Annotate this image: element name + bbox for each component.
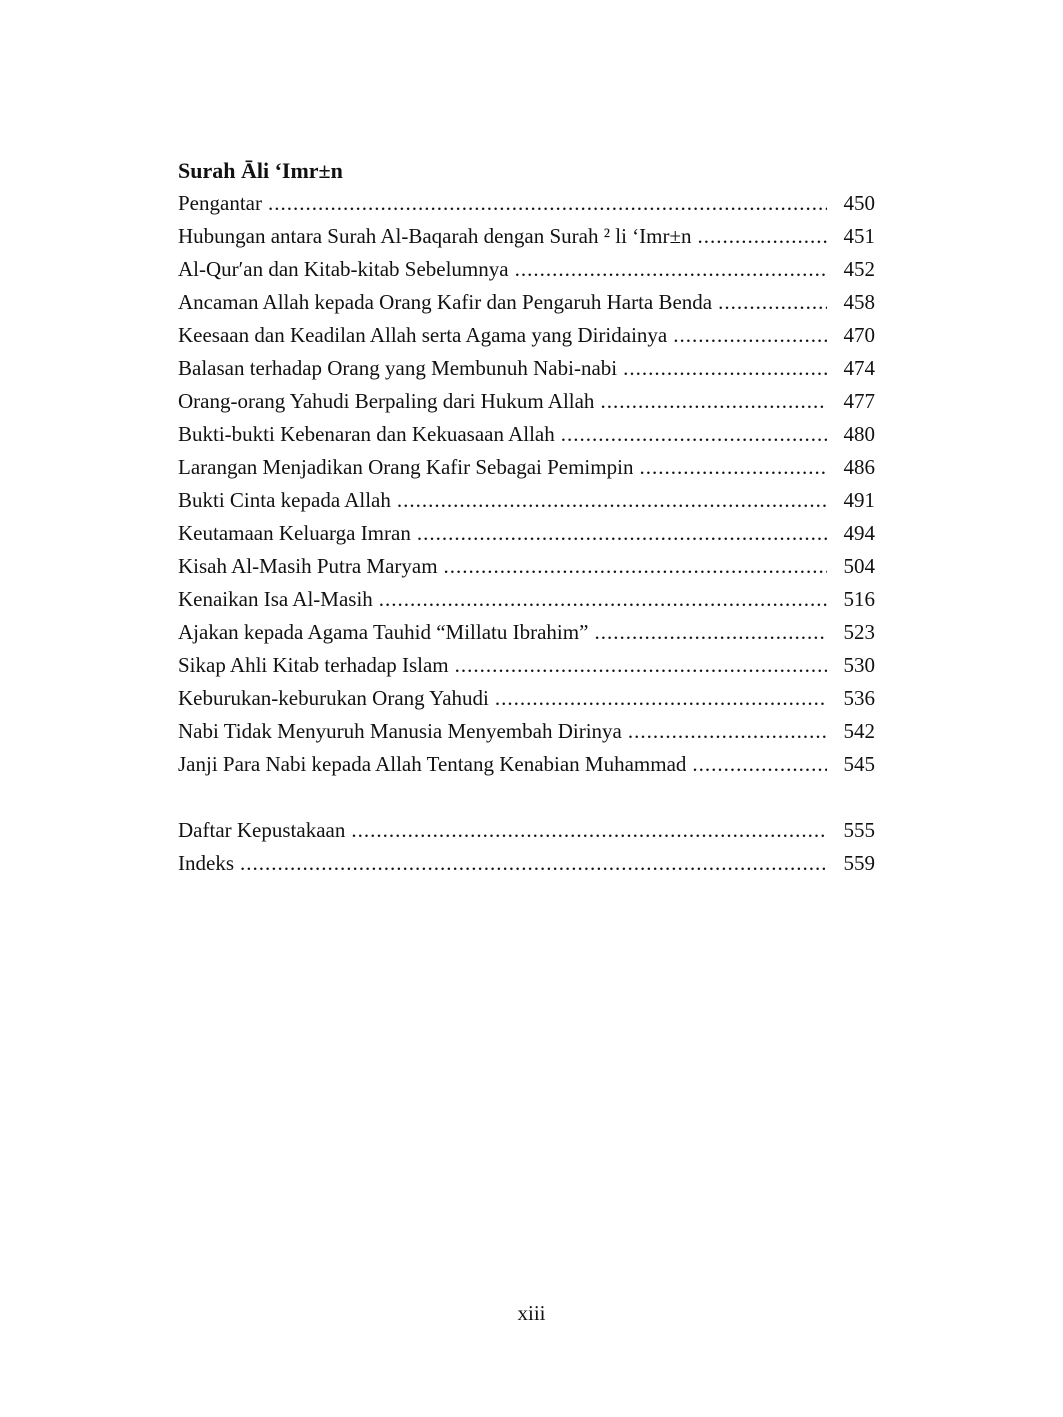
table-of-contents xyxy=(178,154,875,880)
toc-entry xyxy=(178,319,875,352)
toc-entry-title: Janji Para Nabi kepada Allah Tentang Kenabian Muhammad xyxy=(178,752,687,776)
toc-entry xyxy=(178,385,875,418)
toc-entry-title: Ancaman Allah kepada Orang Kafir dan Pengaruh Harta Benda xyxy=(178,290,713,314)
dot-leader xyxy=(351,814,827,847)
dot-leader xyxy=(455,649,827,682)
dot-leader xyxy=(698,220,827,253)
toc-entry xyxy=(178,484,875,517)
toc-entry xyxy=(178,253,875,286)
dot-leader xyxy=(692,748,827,781)
toc-entry-page: 530 xyxy=(843,653,875,677)
toc-entry-page: 458 xyxy=(843,290,875,314)
dot-leader xyxy=(268,187,827,220)
toc-entry-title: Kenaikan Isa Al-Masih xyxy=(178,587,373,611)
dot-leader xyxy=(240,847,827,880)
toc-entry-title: Bukti-bukti Kebenaran dan Kekuasaan Allah xyxy=(178,422,555,446)
toc-entry xyxy=(178,286,875,319)
dot-leader xyxy=(495,682,827,715)
toc-entry-title: Sikap Ahli Kitab terhadap Islam xyxy=(178,653,449,677)
toc-entry-title: Balasan terhadap Orang yang Membunuh Nabi-nabi xyxy=(178,356,618,380)
toc-entry-page: 523 xyxy=(843,620,875,644)
toc-entry-title: Larangan Menjadikan Orang Kafir Sebagai Pemimpin xyxy=(178,455,634,479)
dot-leader xyxy=(397,484,827,517)
dot-leader xyxy=(515,253,827,286)
section-spacer xyxy=(178,781,875,814)
toc-entry-page: 545 xyxy=(843,752,875,776)
toc-entry-title: Kisah Al-Masih Putra Maryam xyxy=(178,554,438,578)
toc-entry-title: Hubungan antara Surah Al-Baqarah dengan Surah ² li ‘Imr±n xyxy=(178,224,692,248)
toc-entry xyxy=(178,187,875,220)
toc-entry xyxy=(178,220,875,253)
toc-entry xyxy=(178,550,875,583)
toc-entry xyxy=(178,418,875,451)
toc-entry xyxy=(178,847,875,880)
toc-entry xyxy=(178,517,875,550)
toc-entry xyxy=(178,583,875,616)
toc-entry-page: 486 xyxy=(843,455,875,479)
toc-entry-title: Orang-orang Yahudi Berpaling dari Hukum Allah xyxy=(178,389,595,413)
toc-entry-page: 494 xyxy=(843,521,875,545)
toc-entry-page: 480 xyxy=(843,422,875,446)
toc-entry xyxy=(178,715,875,748)
toc-entry xyxy=(178,616,875,649)
dot-leader xyxy=(561,418,827,451)
toc-entry-title: Keutamaan Keluarga Imran xyxy=(178,521,411,545)
toc-entry-title: Bukti Cinta kepada Allah xyxy=(178,488,391,512)
toc-entry-page: 491 xyxy=(843,488,875,512)
toc-entry-title: Keesaan dan Keadilan Allah serta Agama yang Diridainya xyxy=(178,323,668,347)
toc-entry xyxy=(178,748,875,781)
toc-entry xyxy=(178,814,875,847)
dot-leader xyxy=(600,385,827,418)
toc-entries xyxy=(178,187,875,781)
toc-entry-page: 470 xyxy=(843,323,875,347)
toc-entry xyxy=(178,649,875,682)
toc-entry-page: 504 xyxy=(843,554,875,578)
toc-entry-page: 542 xyxy=(843,719,875,743)
dot-leader xyxy=(623,352,827,385)
toc-entry xyxy=(178,682,875,715)
toc-entry-title: Pengantar xyxy=(178,191,262,215)
toc-entry-page: 555 xyxy=(843,818,875,842)
toc-entry xyxy=(178,352,875,385)
toc-entry-page: 477 xyxy=(843,389,875,413)
toc-entry-title: Al-Qur′an dan Kitab-kitab Sebelumnya xyxy=(178,257,509,281)
toc-entry-page: 450 xyxy=(843,191,875,215)
back-matter-entries xyxy=(178,814,875,880)
dot-leader xyxy=(594,616,827,649)
section-title: Surah Āli ‘Imr±n xyxy=(178,158,343,183)
toc-entry-title: Keburukan-keburukan Orang Yahudi xyxy=(178,686,489,710)
toc-entry-title: Indeks xyxy=(178,851,234,875)
dot-leader xyxy=(379,583,827,616)
toc-entry-title: Nabi Tidak Menyuruh Manusia Menyembah Dirinya xyxy=(178,719,622,743)
dot-leader xyxy=(718,286,827,319)
toc-entry-page: 559 xyxy=(843,851,875,875)
dot-leader xyxy=(628,715,827,748)
dot-leader xyxy=(639,451,827,484)
dot-leader xyxy=(417,517,827,550)
toc-entry-page: 536 xyxy=(843,686,875,710)
toc-entry-title: Ajakan kepada Agama Tauhid “Millatu Ibrahim” xyxy=(178,620,589,644)
toc-entry-page: 452 xyxy=(843,257,875,281)
toc-entry-title: Daftar Kepustakaan xyxy=(178,818,346,842)
toc-entry-page: 516 xyxy=(843,587,875,611)
toc-entry-page: 451 xyxy=(843,224,875,248)
toc-entry xyxy=(178,451,875,484)
dot-leader xyxy=(444,550,827,583)
toc-entry-page: 474 xyxy=(843,356,875,380)
page-number: xiii xyxy=(517,1301,546,1325)
dot-leader xyxy=(673,319,827,352)
